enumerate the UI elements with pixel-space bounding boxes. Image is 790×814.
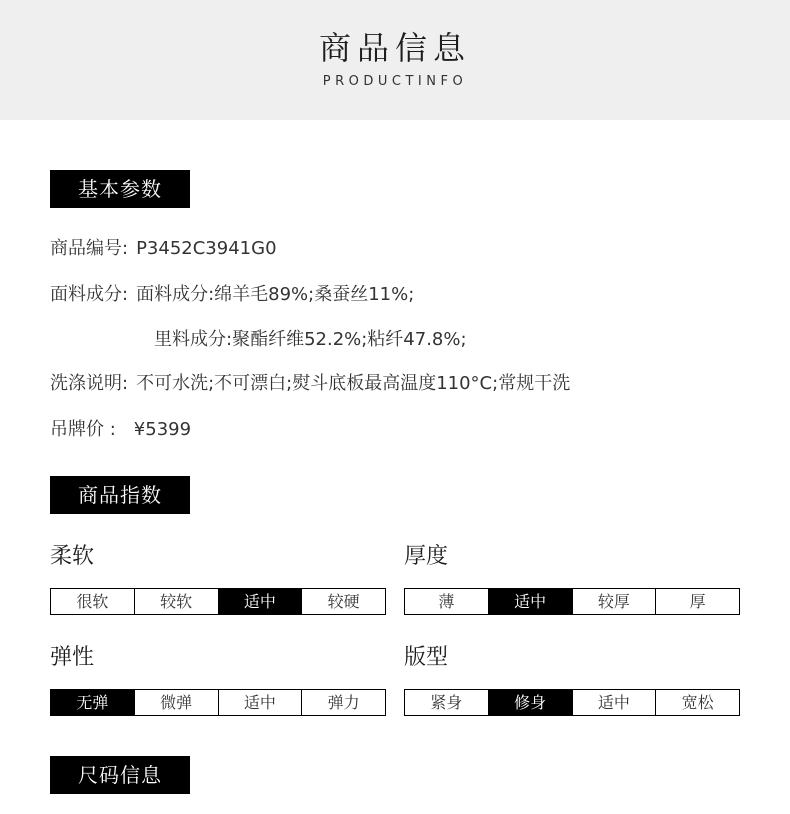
softness-scale	[50, 588, 386, 615]
wash-row	[50, 372, 570, 396]
softness-option-3: 适中	[218, 589, 302, 614]
fit-option-4: 宽松	[655, 690, 739, 715]
wash-label: 洗涤说明:	[50, 373, 129, 394]
thickness-title: 厚度	[404, 544, 449, 569]
section-size-info: 尺码信息	[50, 756, 190, 794]
elasticity-scale	[50, 689, 386, 716]
elasticity-option-1: 无弹	[51, 690, 134, 715]
price-label: 吊牌价 :	[50, 419, 116, 440]
elasticity-title: 弹性	[50, 645, 95, 670]
elasticity-option-4: 弹力	[301, 690, 385, 715]
wash-value: 不可水洗;不可漂白;熨斗底板最高温度110°C;常规干洗	[136, 373, 571, 394]
thickness-scale	[404, 588, 740, 615]
lining-row	[154, 328, 467, 352]
elasticity-option-2: 微弹	[134, 690, 218, 715]
thickness-option-3: 较厚	[572, 589, 656, 614]
elasticity-option-3: 适中	[218, 690, 302, 715]
fit-scale	[404, 689, 740, 716]
fit-option-1: 紧身	[405, 690, 488, 715]
price-row	[50, 418, 191, 442]
fit-option-2: 修身	[488, 690, 572, 715]
page-title: 商品信息	[318, 29, 471, 67]
fabric-label: 面料成分:	[50, 284, 129, 305]
fabric-row	[50, 283, 414, 307]
softness-title: 柔软	[50, 544, 95, 569]
page-header	[0, 0, 790, 120]
fit-title: 版型	[404, 645, 449, 670]
softness-option-4: 较硬	[301, 589, 385, 614]
product-code-row	[50, 237, 277, 261]
price-value: ¥5399	[133, 419, 192, 440]
fabric-value: 面料成分:绵羊毛89%;桑蚕丝11%;	[136, 284, 415, 305]
fit-option-3: 适中	[572, 690, 656, 715]
product-code-value: P3452C3941G0	[136, 238, 277, 259]
section-basic-params: 基本参数	[50, 170, 190, 208]
thickness-option-2: 适中	[488, 589, 572, 614]
softness-option-1: 很软	[51, 589, 134, 614]
lining-value: 里料成分:聚酯纤维52.2%;粘纤47.8%;	[154, 329, 467, 350]
thickness-option-1: 薄	[405, 589, 488, 614]
product-code-label: 商品编号:	[50, 238, 129, 259]
thickness-option-4: 厚	[655, 589, 739, 614]
section-product-index: 商品指数	[50, 476, 190, 514]
page-subtitle: PRODUCTINFO	[322, 74, 468, 89]
softness-option-2: 较软	[134, 589, 218, 614]
